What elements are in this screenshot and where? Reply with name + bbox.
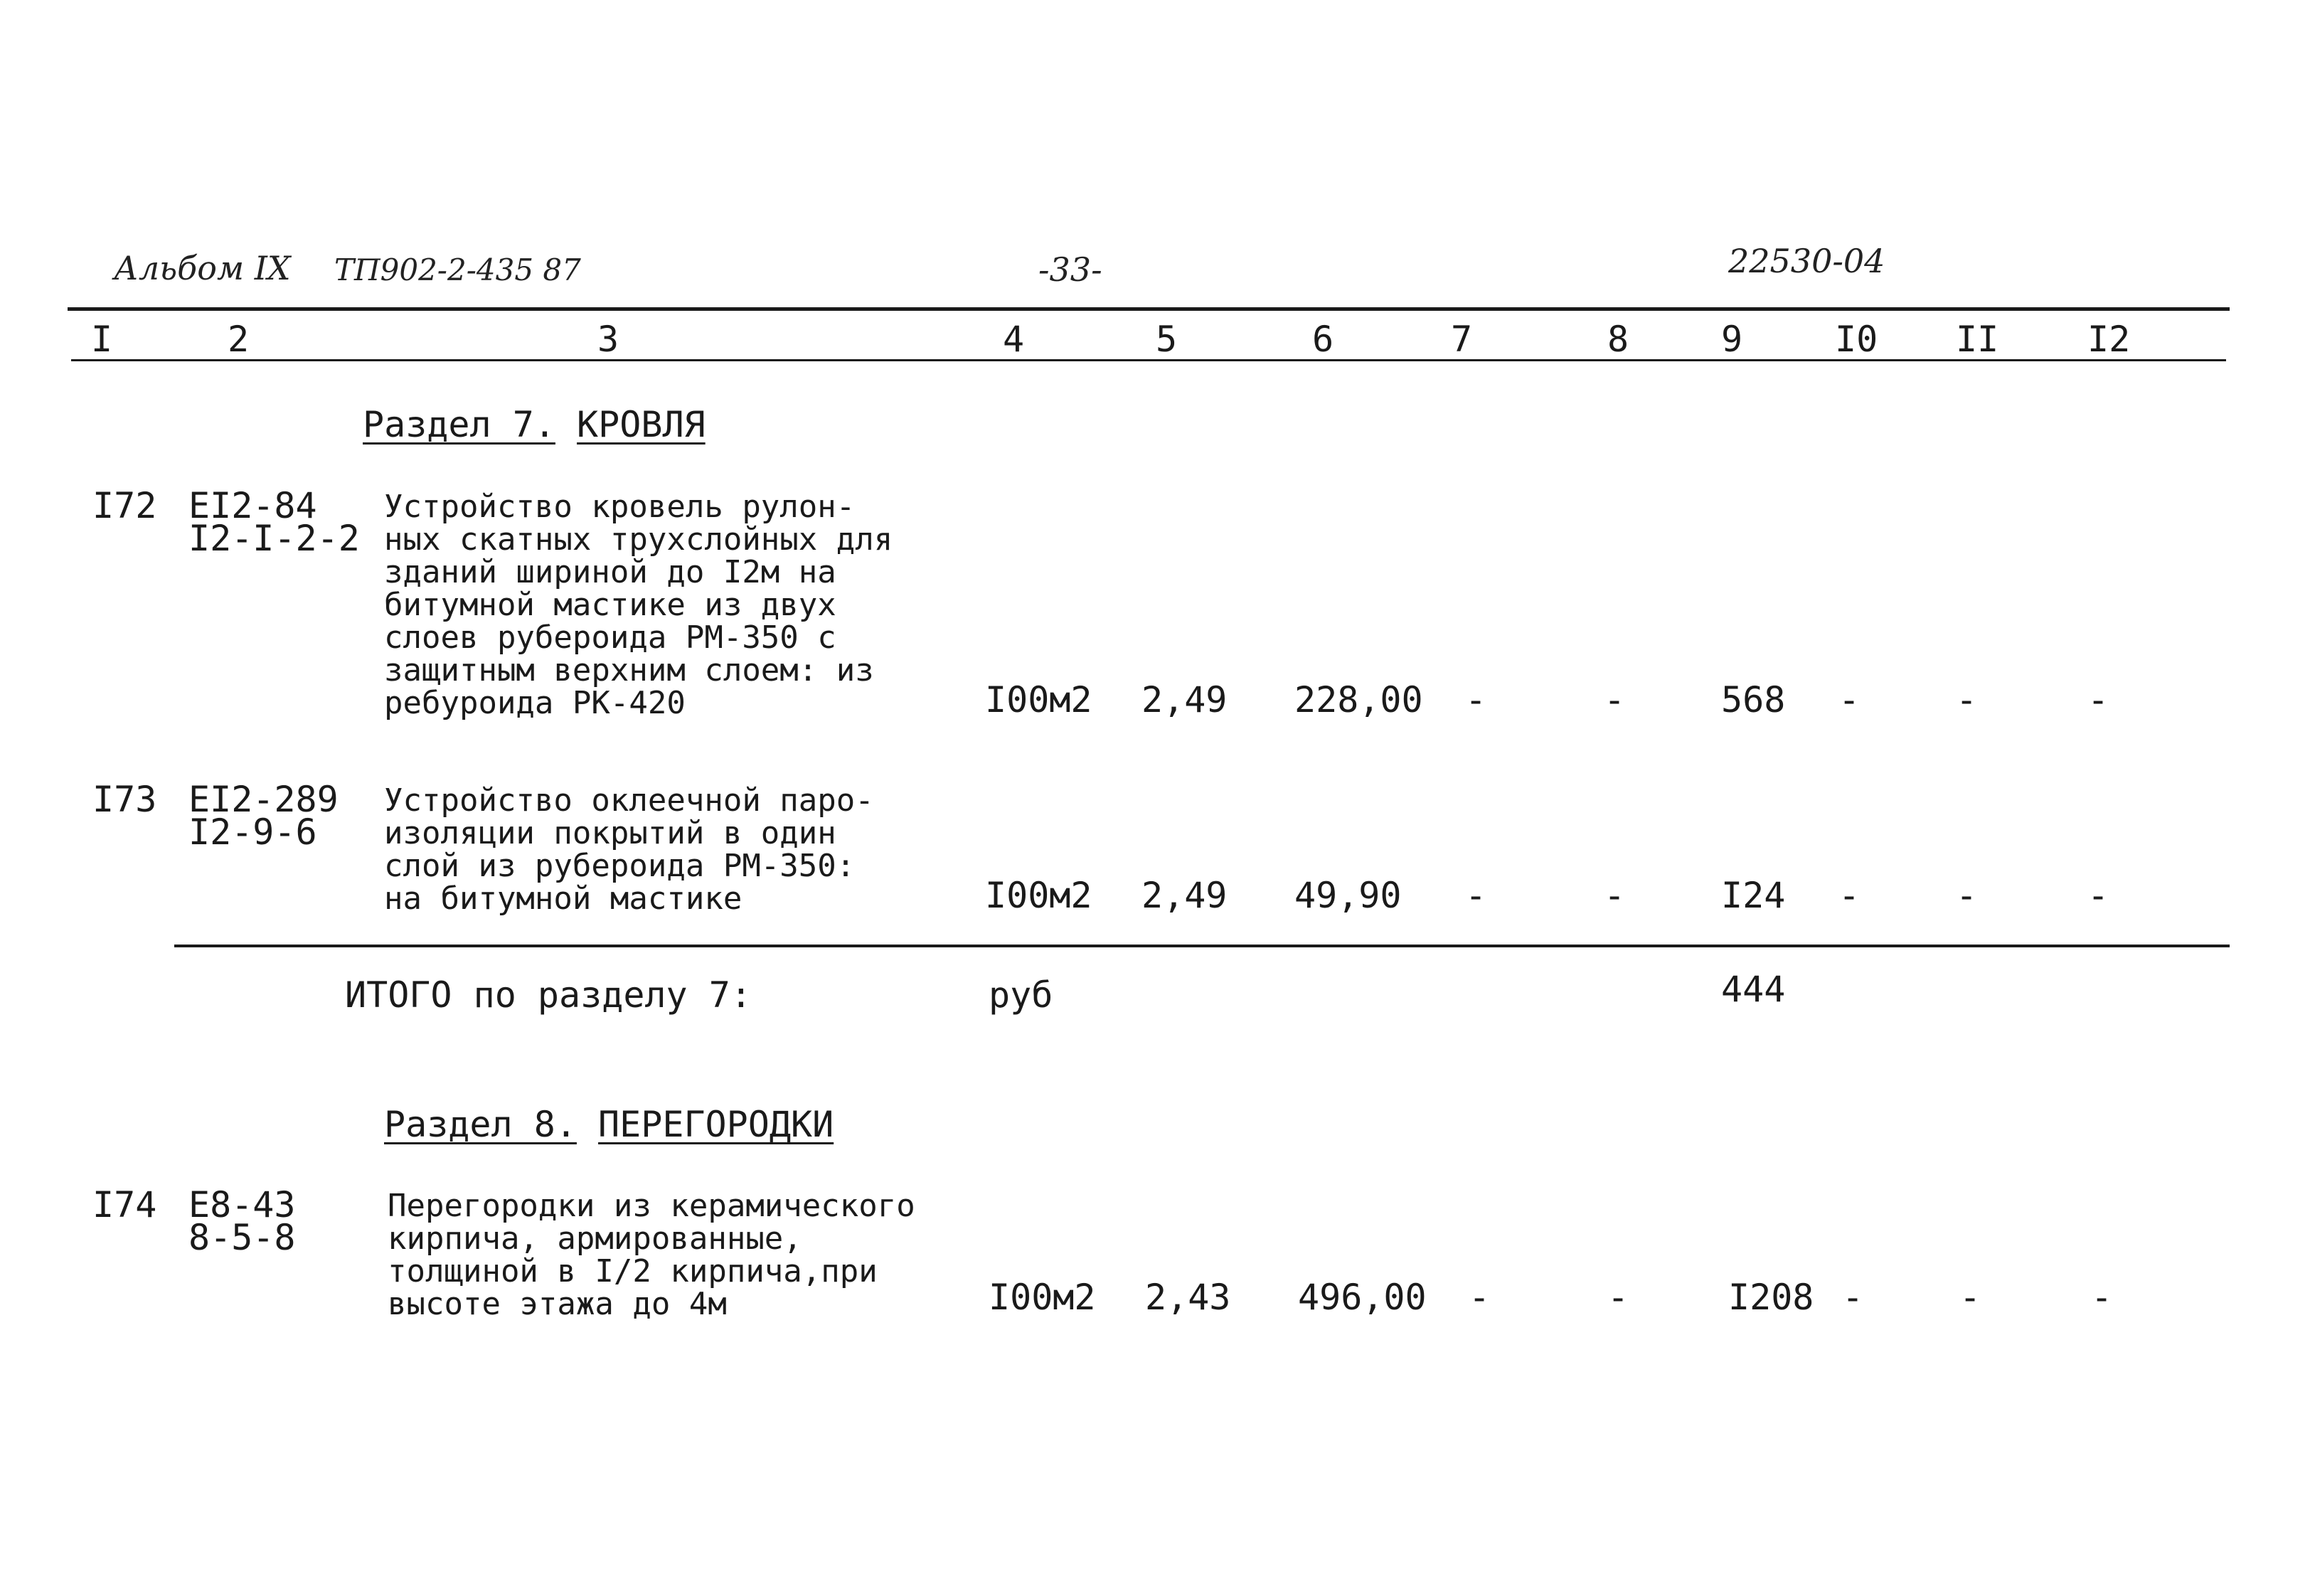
row-price: 496,00 [1298,1277,1427,1318]
row-subcode: 8-5-8 [188,1217,296,1258]
section-7-name: КРОВЛЯ [577,404,706,445]
row-col11: - [1959,1277,1981,1318]
row-code: EI2-289 [188,779,339,820]
row-description: Перегородки из керамического кирпича, армированные, толщиной в I/2 кирпича,при высоте этажа до 4м [388,1188,915,1322]
row-col11: - [1956,679,1978,720]
project-code: ТП902-2-435 87 [334,252,581,287]
row-col10: - [1838,875,1861,916]
document-code: 22530-04 [1728,242,1885,280]
row-number: I73 [92,779,157,820]
row-quantity: 2,43 [1145,1277,1231,1318]
row-subcode: I2-9-6 [188,812,317,853]
col-10: I0 [1835,319,1878,360]
row-col8: - [1604,875,1626,916]
col-2: 2 [228,319,250,360]
row-quantity: 2,49 [1141,875,1228,916]
section-7-total-unit: руб [989,974,1053,1016]
col-11: II [1956,319,1999,360]
section-7-prefix: Раздел 7. [363,404,555,445]
row-unit: I00м2 [989,1277,1096,1318]
row-price: 228,00 [1294,679,1423,720]
section-7-total-value: 444 [1721,969,1786,1010]
row-code: EI2-84 [188,485,317,526]
col-6: 6 [1312,319,1334,360]
row-col9: I208 [1728,1277,1814,1318]
section-8-prefix: Раздел 8. [384,1104,577,1145]
row-col8: - [1604,679,1626,720]
page-number: -33- [1038,250,1102,289]
row-quantity: 2,49 [1141,679,1228,720]
row-col12: - [2091,1277,2113,1318]
header-top-line [68,307,2230,311]
row-number: I74 [92,1184,157,1225]
col-1: I [91,319,113,360]
row-description: Устройство кровель рулон- ных скатных трухслойных для зданий шириной до I2м на битумной мастике из двух слоев рубероида РМ-350 с защитным верхним слоем: из ребуроида РК-420 [384,489,893,721]
section-8-name: ПЕРЕГОРОДКИ [598,1104,834,1145]
album-label: Альбом IX [114,249,291,287]
row-unit: I00м2 [985,875,1092,916]
row-col8: - [1607,1277,1629,1318]
row-col12: - [2087,875,2109,916]
row-code: E8-43 [188,1184,296,1225]
section-7-title [363,404,706,445]
col-4: 4 [1003,319,1025,360]
row-number: I72 [92,485,157,526]
section-8-title [384,1104,834,1145]
row-subcode: I2-I-2-2 [188,518,360,559]
section-7-total-label: ИТОГО по разделу 7: [345,974,752,1016]
row-col10: - [1842,1277,1864,1318]
row-col11: - [1956,875,1978,916]
total-divider [174,945,2230,947]
row-col9: I24 [1721,875,1786,916]
row-col9: 568 [1721,679,1786,720]
row-col7: - [1465,679,1487,720]
row-col12: - [2087,679,2109,720]
col-8: 8 [1607,319,1629,360]
col-5: 5 [1156,319,1178,360]
row-description: Устройство оклеечной паро- изоляции покрытий в один слой из рубероида РМ-350: на битумной мастике [384,782,874,917]
col-12: I2 [2087,319,2131,360]
row-col7: - [1465,875,1487,916]
col-3: 3 [597,319,619,360]
row-col7: - [1469,1277,1491,1318]
col-7: 7 [1451,319,1473,360]
row-col10: - [1838,679,1861,720]
header-bottom-line [71,359,2226,361]
row-price: 49,90 [1294,875,1402,916]
col-9: 9 [1721,319,1743,360]
row-unit: I00м2 [985,679,1092,720]
